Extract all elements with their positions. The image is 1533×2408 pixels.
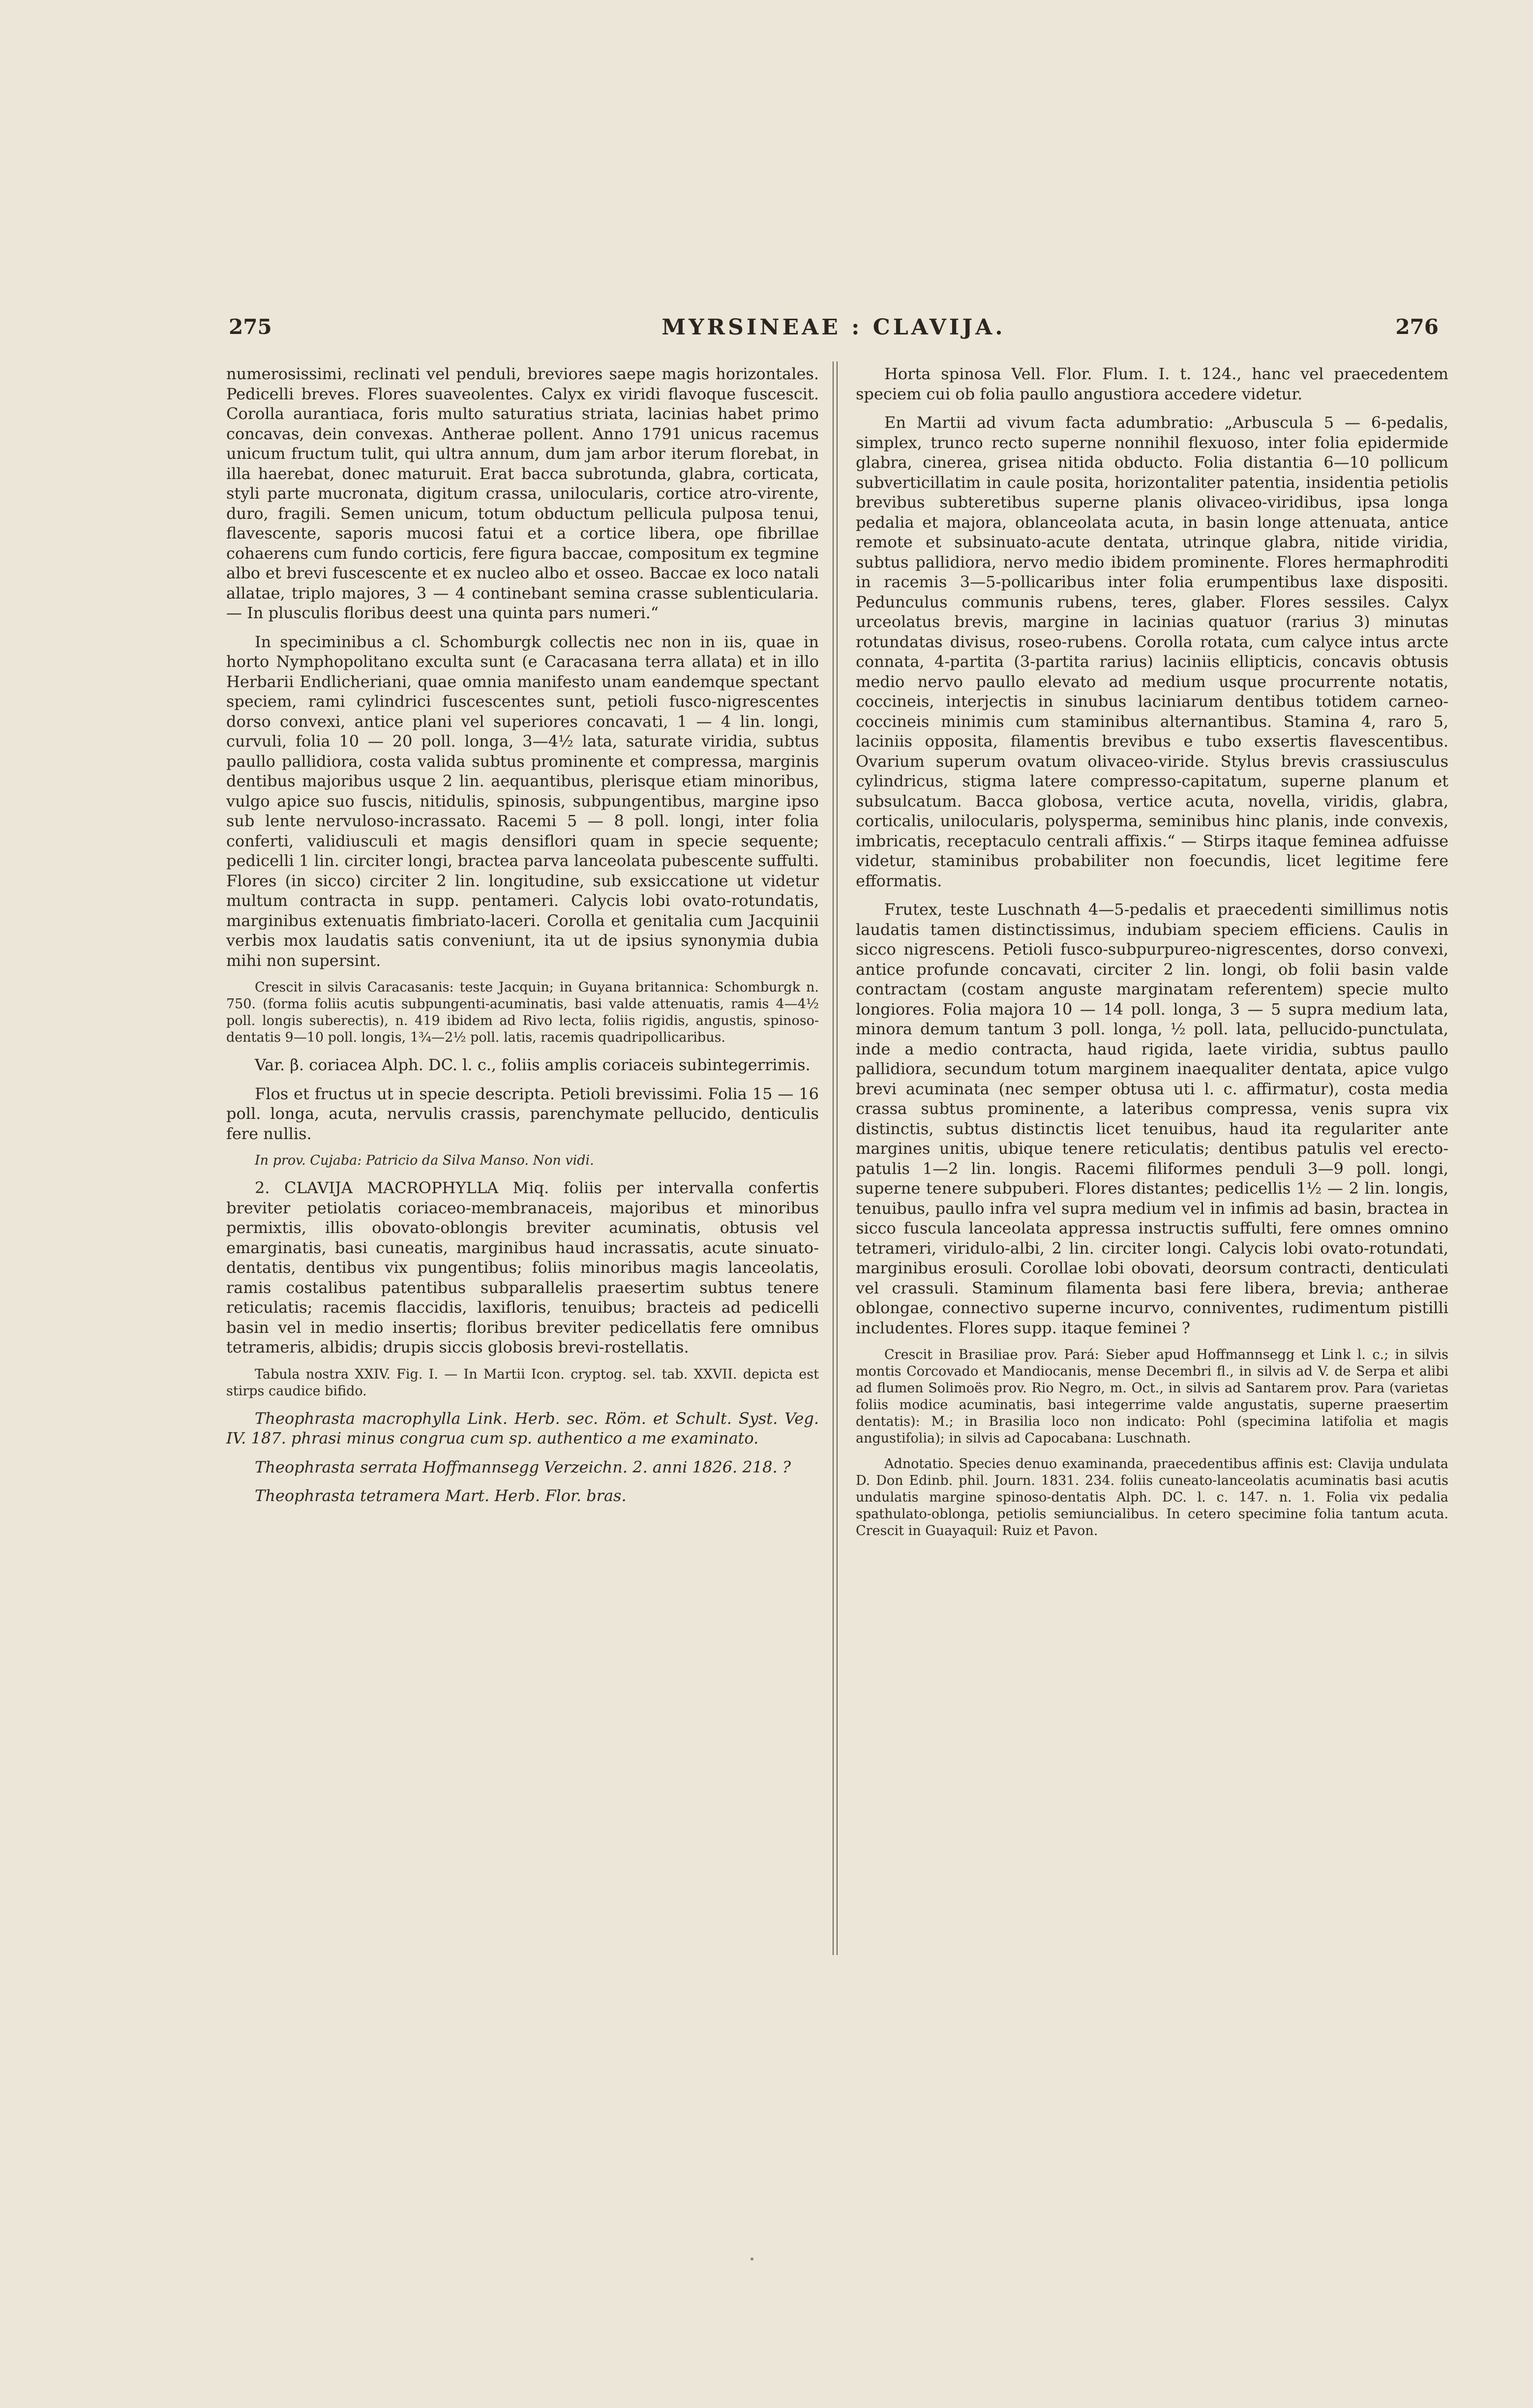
paragraph: In speciminibus a cl. Schomburgk collectis nec non in iis, quae in horto Nymphopolitano exculta sunt (e Caracasana terra allata) et in illo Herbarii Endlicheriani, quae omnia manifesto unam eandemque spectant speciem, rami cylindrici fuscescentes sunt, petioli fusco-nigrescentes dorso convexi, antice plani vel superiores concavati, 1 — 4 lin. longi, curvuli, folia 10 — 20 poll. longa, 3—4½ lata, saturate viridia, subtus paullo pallidiora, costa valida subtus prominente et compressa, marginis dentibus majoribus usque 2 lin. aequantibus, plerisque etiam minoribus, vulgo apice suo fuscis, nitidulis, spinosis, subpungentibus, margine ipso sub lente nervuloso-incrassato. Racemi 5 — 8 poll. longi, inter folia conferti, validiusculi et magis densiflori quam in specie sequente; pedicelli 1 lin. circiter longi, bractea parva lanceolata pubescente suffulti. Flores (in sicco) circiter 2 lin. longitudine, sub exsiccatione ut videtur multum contracta in supp. pentameri. Calycis lobi ovato-rotundatis, marginibus extenuatis fimbriato-laceri. Corolla et genitalia cum Jacquinii verbis mox laudatis satis conveniunt, ita ut de ipsius synonymia dubia mihi non supersint. bbox=[226, 632, 819, 970]
variety-paragraph: Var. β. coriacea Alph. DC. l. c., foliis amplis coriaceis subintegerrimis. bbox=[255, 1055, 811, 1074]
paragraph: Flos et fructus ut in specie descripta. Petioli brevissimi. Folia 15 — 16 poll. longa, acuta, nervulis crassis, parenchymate pellucido, denticulis fere nullis. bbox=[226, 1084, 819, 1143]
synonym: Theophrasta macrophylla Link. Herb. sec. Röm. et Schult. Syst. Veg. IV. 187. phrasi minus congrua cum sp. authentico a me examinato. bbox=[226, 1409, 819, 1447]
paragraph: En Martii ad vivum facta adumbratio: „Arbuscula 5 — 6-pedalis, simplex, trunco recto superne nonnihil flexuoso, inter folia epidermide glabra, cinerea, grisea nitida obducto. Folia distantia 6—10 pollicum subverticillatim in caule posita, horizontaliter patentia, insidentia petiolis brevibus subteretibus superne planis olivaceo-viridibus, ipsa longa pedalia et majora, oblanceolata acuta, in basin longe attenuata, antice remote et subsinuato-acute dentata, utrinque glabra, nitide viridia, subtus pallidiora, nervo medio ibidem prominente. Flores hermaphroditi in racemis 3—5-pollicaribus inter folia erumpentibus laxe dispositi. Pedunculus communis rubens, teres, glaber. Flores sessiles. Calyx urceolatus brevis, margine in lacinias quatuor (rarius 3) minutas rotundatas divisus, roseo-rubens. Corolla rotata, cum calyce intus arcte connata, 4-partita (3-partita rarius) laciniis ellipticis, concavis obtusis medio nervo paullo elevato ad medium usque procurrente notatis, coccineis, interjectis in sinubus laciniarum dentibus totidem carneo-coccineis minimis cum staminibus alternantibus. Stamina 4, raro 5, laciniis opposita, filamentis brevibus e tubo exsertis flavescentibus. Ovarium superum ovatum olivaceo-viride. Stylus brevis crassiusculus cylindricus, stigma latere compresso-capitatum, superne planum et subsulcatum. Bacca globosa, vertice acuta, novella, viridis, glabra, corticalis, unilocularis, polysperma, seminibus hinc planis, inde convexis, imbricatis, receptaculo centrali affixis.“ — Stirps itaque feminea adfuisse videtur, staminibus probabiliter non foecundis, licet legitime fere efformatis. bbox=[856, 413, 1448, 890]
paragraph: numerosissimi, reclinati vel penduli, breviores saepe magis horizontales. Pedicelli breves. Flores suaveolentes. Calyx ex viridi flavoque fuscescit. Corolla aurantiaca, foris multo saturatius striata, lacinias habet primo concavas, dein convexas. Antherae pollent. Anno 1791 unicus racemus unicum fructum tulit, qui ultra annum, dum jam arbor iterum florebat, in illa haerebat, donec maturuit. Erat bacca subrotunda, glabra, corticata, styli parte mucronata, digitum crassa, unilocularis, cortice atro-virente, duro, fragili. Semen unicum, totum obductum pellicula pulposa tenui, flavescente, saporis mucosi fatui et a cortice libera, ope fibrillae cohaerens cum fundo corticis, fere figura baccae, compositum ex tegmine albo et brevi fuscescente et ex nucleo albo et osseo. Baccae ex loco natali allatae, triplo majores, 3 — 4 continebant semina crasse sublenticularia. — In plusculis floribus deest una quinta pars numeri.“ bbox=[226, 364, 819, 622]
adnotatio: Adnotatio. Species denuo examinanda, praecedentibus affinis est: Clavija undulata D. Don Edinb. phil. Journ. 1831. 234. foliis cuneato-lanceolatis acuminatis basi acutis undulatis margine spinoso-dentatis Alph. DC. l. c. 147. n. 1. Folia vix pedalia spathulato-oblonga, petiolis semiuncialibus. In cetero specimine folia tantum acuta. Crescit in Guayaquil: Ruiz et Pavon. bbox=[856, 1456, 1448, 1538]
plate-reference: Tabula nostra XXIV. Fig. I. — In Martii Icon. cryptog. sel. tab. XXVII. depicta est stirps caudice bifido. bbox=[226, 1366, 819, 1399]
synonym: Horta spinosa Vell. Flor. Flum. I. t. 124., hanc vel praecedentem speciem cui ob folia paullo angustiora accedere videtur. bbox=[856, 364, 1448, 403]
locality-note: In prov. Cujaba: Patricio da Silva Manso. Non vidi. bbox=[255, 1153, 594, 1168]
left-column bbox=[226, 364, 819, 1515]
column-divider bbox=[833, 361, 838, 1955]
synonym: Theophrasta tetramera Mart. Herb. Flor. bras. bbox=[255, 1486, 627, 1505]
synonym: Theophrasta serrata Hoffmannsegg Verzeichn. 2. anni 1826. 218. ? bbox=[255, 1457, 791, 1476]
right-column bbox=[856, 364, 1448, 1548]
locality-note: Crescit in Brasiliae prov. Pará: Sieber apud Hoffmannsegg et Link l. c.; in silvis montis Corcovado et Mandiocanis, mense Decembri fl., in silvis ad V. de Serpa et alibi ad flumen Solimoës prov. Rio Negro, m. Oct., in silvis ad Santarem prov. Para (varietas foliis modice acuminatis, basi integerrime valde angustatis, superne praesertim dentatis): M.; in Brasilia loco non indicato: Pohl (specimina latifolia et magis angustifolia); in silvis ad Capocabana: Luschnath. bbox=[856, 1347, 1448, 1446]
running-header bbox=[229, 315, 1439, 344]
page-number-right: 276 bbox=[1395, 315, 1439, 339]
locality-note: Crescit in silvis Caracasanis: teste Jacquin; in Guyana britannica: Schomburgk n. 750. (forma foliis acutis subpungenti-acuminatis, basi valde attenuatis, ramis 4—4½ poll. longis suberectis), n. 419 ibidem ad Rivo lecta, foliis rigidis, angustis, spinoso-dentatis 9—10 poll. longis, 1¾—2½ poll. latis, racemis quadripollicaribus. bbox=[226, 980, 819, 1045]
paragraph: Frutex, teste Luschnath 4—5-pedalis et praecedenti simillimus notis laudatis tamen distinctissimus, indubiam speciem efficiens. Caulis in sicco nigrescens. Petioli fusco-subpurpureo-nigrescentes, dorso convexi, antice profunde concavati, circiter 2 lin. longi, ob folii basin valde contractam (costam anguste marginatam referentem) specie multo longiores. Folia majora 10 — 14 poll. longa, 3 — 5 supra medium lata, minora demum tantum 3 poll. longa, ½ poll. lata, pellucido-punctulata, inde a medio contracta, haud rigida, laete viridia, subtus paullo pallidiora, secundum totum marginem inaequaliter dentata, apice vulgo brevi acuminata (nec semper obtusa uti l. c. affirmatur), costa media crassa subtus prominente, a lateribus compressa, venis supra vix distinctis, subtus distinctis licet tenuibus, haud ita regulariter ante margines unitis, ubique tenere reticulatis; dentibus patulis vel erecto-patulis 1—2 lin. longis. Racemi filiformes penduli 3—9 poll. longi, superne tenere subpuberi. Flores distantes; pedicellis 1½ — 2 lin. longis, tenuibus, paullo infra vel supra medium vel in infimis ad basin, bractea in sicco fuscula lanceolata appressa instructis suffulti, fere omnes omnino tetrameri, viridulo-albi, 2 lin. circiter longi. Calycis lobi ovato-rotundati, marginibus erosuli. Corollae lobi obovati, deorsum contracti, denticulati vel crassuli. Staminum filamenta basi fere libera, brevia; antherae oblongae, connectivo superne incurvo, conniventes, rudimentum pistilli includentes. Flores supp. itaque feminei ? bbox=[856, 900, 1448, 1337]
running-title: MYRSINEAE : CLAVIJA. bbox=[661, 315, 1006, 340]
ink-speck bbox=[751, 2258, 753, 2260]
page-number-left: 275 bbox=[229, 315, 272, 339]
species-diagnosis: 2. CLAVIJA MACROPHYLLA Miq. foliis per intervalla confertis breviter petiolatis coriaceo-membranaceis, majoribus et minoribus permixtis, illis obovato-oblongis breviter acuminatis, obtusis vel emarginatis, basi cuneatis, marginibus haud incrassatis, acute sinuato-dentatis, dentibus vix pungentibus; foliis minoribus magis lanceolatis, ramis costalibus patentibus subparallelis praesertim subtus tenere reticulatis; racemis flaccidis, laxifloris, tenuibus; bracteis ad pedicelli basin vel in medio insertis; floribus breviter pedicellatis fere omnibus tetrameris, albidis; drupis siccis globosis brevi-rostellatis. bbox=[226, 1178, 819, 1356]
